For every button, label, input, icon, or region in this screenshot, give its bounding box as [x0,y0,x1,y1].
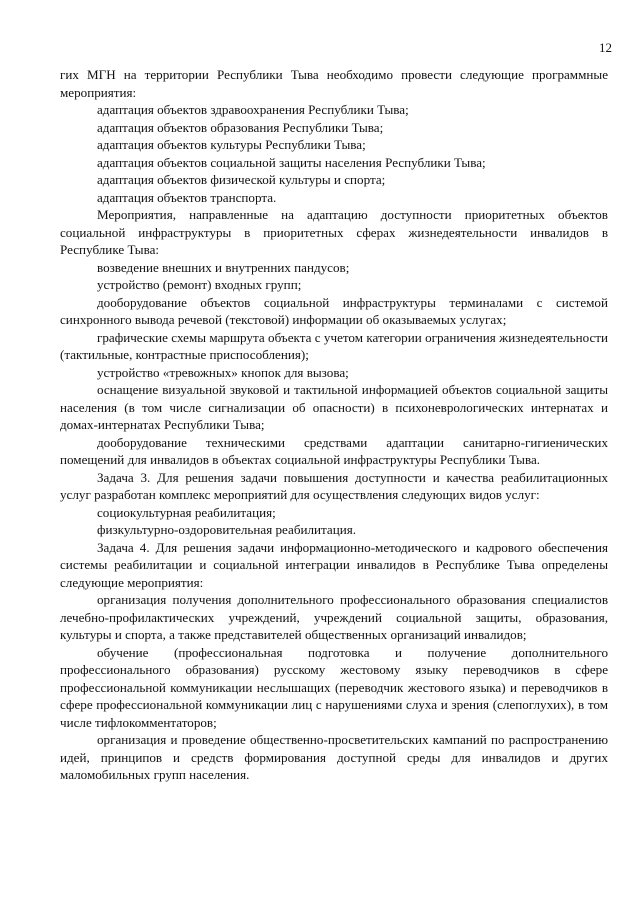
paragraph: организация получения дополнительного профессионального образования специалистов лечебно-профилактических учреждений, учреждений социальной защиты, образования, культуры и спорта, а также представителей общественных организаций инвалидов; [60,592,608,642]
paragraph: адаптация объектов физической культуры и спорта; [97,172,386,187]
paragraph: обучение (профессиональная подготовка и получение дополнительного профессионального образования) русскому жестовому языку переводчиков в сфере профессиональной коммуникации неслышащих (переводчик жестового языка) и переводчиков в сфере профессиональной коммуникации лиц с нарушениями слуха и зрения (слепоглухих), в том числе тифлокомментаторов; [60,644,608,730]
paragraph: организация и проведение общественно-просветительских кампаний по распространению идей, принципов и средств формирования доступной среды для инвалидов и других маломобильных групп населения. [60,732,608,782]
page-body [60,66,608,784]
page-number: 12 [599,40,612,55]
paragraph: физкультурно-оздоровительная реабилитация. [97,522,357,537]
paragraph: дооборудование техническими средствами адаптации санитарно-гигиенических помещений для инвалидов в объектах социальной инфраструктуры Республики Тыва. [60,434,608,467]
paragraph: гих МГН на территории Республики Тыва необходимо провести следующие программные мероприятия: [60,67,608,100]
paragraph: устройство (ремонт) входных групп; [97,277,302,292]
paragraph: дооборудование объектов социальной инфраструктуры терминалами с системой синхронного вывода речевой (текстовой) информации об оказываемых услугах; [60,294,608,327]
paragraph: адаптация объектов транспорта. [97,189,277,205]
paragraph: адаптация объектов здравоохранения Республики Тыва; [97,102,409,117]
paragraph: адаптация объектов социальной защиты населения Республики Тыва; [97,154,486,170]
paragraph: Задача 3. Для решения задачи повышения доступности и качества реабилитационных услуг разработан комплекс мероприятий для осуществления следующих видов услуг: [60,469,608,502]
paragraph: оснащение визуальной звуковой и тактильной информацией объектов социальной защиты населения (в том числе сигнализации об опасности) в психоневрологических интернатах и домах-интернатах Республики Тыва; [60,382,608,432]
paragraph: адаптация объектов культуры Республики Тыва; [97,137,366,152]
paragraph: устройство «тревожных» кнопок для вызова; [97,364,349,380]
paragraph: графические схемы маршрута объекта с учетом категории ограничения жизнедеятельности (тактильные, контрастные приспособления); [60,329,608,362]
paragraph: социокультурная реабилитация; [97,504,276,520]
paragraph: адаптация объектов образования Республики Тыва; [97,119,384,135]
paragraph: возведение внешних и внутренних пандусов; [97,259,350,275]
paragraph: Задача 4. Для решения задачи информационно-методического и кадрового обеспечения системы реабилитации и социальной интеграции инвалидов в Республике Тыва определены следующие мероприятия: [60,539,608,590]
paragraph: Мероприятия, направленные на адаптацию доступности приоритетных объектов социальной инфраструктуры в приоритетных сферах жизнедеятельности инвалидов в Республике Тыва: [60,207,608,257]
